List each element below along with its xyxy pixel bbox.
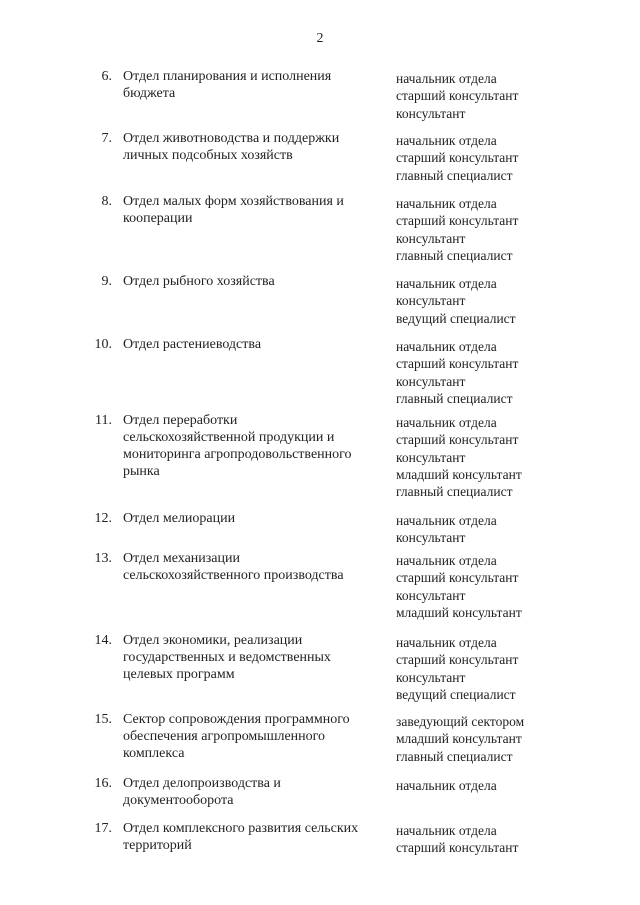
staff-position: главный специалист	[396, 167, 513, 183]
staff-position: начальник отдела	[396, 823, 497, 838]
department-name-line: Отдел малых форм хозяйствования и	[123, 194, 344, 209]
department-name-line: обеспечения агропромышленного	[123, 729, 326, 744]
staff-positions	[396, 414, 522, 500]
staff-positions	[396, 552, 522, 621]
department-name-line: кооперации	[123, 211, 193, 226]
department-name-line: целевых программ	[123, 667, 235, 682]
department-name-line: Отдел мелиорации	[123, 511, 236, 526]
department-name	[123, 412, 381, 480]
department-name-line: Отдел комплексного развития сельских	[123, 821, 359, 836]
entry-number: 14.	[94, 633, 112, 648]
page-number: 2	[316, 31, 324, 46]
staff-positions	[396, 512, 497, 547]
staff-position: консультант	[396, 230, 466, 246]
entry-number: 9.	[101, 274, 112, 289]
department-name	[123, 510, 381, 527]
staff-positions	[396, 822, 518, 857]
staff-position: главный специалист	[396, 390, 513, 406]
staff-position: начальник отдела	[396, 196, 497, 211]
department-name	[123, 550, 381, 584]
department-name-line: Отдел планирования и исполнения	[123, 69, 332, 84]
department-name-line: личных подсобных хозяйств	[123, 148, 293, 163]
staff-position: старший консультант	[396, 652, 519, 668]
department-name-line: государственных и ведомственных	[123, 650, 331, 665]
department-name	[123, 336, 381, 353]
staff-position: начальник отдела	[396, 513, 497, 528]
department-name-line: рынка	[123, 464, 160, 479]
entry-number: 12.	[94, 511, 112, 526]
department-name-line: бюджета	[123, 86, 176, 101]
department-name-line: комплекса	[123, 746, 185, 761]
entry-number: 6.	[101, 69, 112, 84]
staff-position: начальник отдела	[396, 553, 497, 568]
staff-position: старший консультант	[396, 570, 519, 586]
staff-position: начальник отдела	[396, 71, 497, 86]
staff-positions	[396, 195, 518, 264]
staff-positions	[396, 777, 497, 794]
staff-position: младший консультант	[396, 604, 522, 620]
entry-number: 8.	[101, 194, 112, 209]
staff-position: старший консультант	[396, 432, 519, 448]
staff-position: консультант	[396, 449, 466, 465]
staff-position: ведущий специалист	[396, 686, 516, 702]
entry-number: 17.	[94, 821, 112, 836]
department-name	[123, 130, 381, 164]
staff-position: консультант	[396, 105, 466, 121]
staff-position: начальник отдела	[396, 415, 497, 430]
department-name-line: сельскохозяйственной продукции и	[123, 430, 335, 445]
department-name	[123, 775, 381, 809]
staff-positions	[396, 338, 518, 407]
staff-position: консультант	[396, 669, 466, 685]
staff-position: начальник отдела	[396, 276, 497, 291]
staff-position: старший консультант	[396, 88, 519, 104]
department-name-line: Отдел механизации	[123, 551, 240, 566]
department-name	[123, 68, 381, 102]
staff-position: главный специалист	[396, 748, 513, 764]
staff-positions	[396, 634, 518, 703]
staff-position: старший консультант	[396, 356, 519, 372]
entry-number: 13.	[94, 551, 112, 566]
staff-position: младший консультант	[396, 731, 522, 747]
staff-position: начальник отдела	[396, 339, 497, 354]
staff-position: старший консультант	[396, 213, 519, 229]
staff-position: ведущий специалист	[396, 310, 516, 326]
department-name-line: Отдел делопроизводства и	[123, 776, 281, 791]
department-name	[123, 193, 381, 227]
staff-positions	[396, 713, 524, 765]
staff-position: консультант	[396, 293, 466, 309]
entry-number: 10.	[94, 337, 112, 352]
department-name-line: сельскохозяйственного производства	[123, 568, 344, 583]
department-name-line: Отдел переработки	[123, 413, 238, 428]
entry-number: 11.	[95, 413, 112, 428]
department-name	[123, 820, 381, 854]
staff-positions	[396, 275, 516, 327]
department-name-line: территорий	[123, 838, 192, 853]
department-name-line: мониторинга агропродовольственного	[123, 447, 352, 462]
department-name	[123, 711, 381, 762]
staff-position: заведующий сектором	[396, 714, 525, 729]
staff-position: старший консультант	[396, 150, 519, 166]
department-name-line: Отдел животноводства и поддержки	[123, 131, 340, 146]
entry-number: 7.	[101, 131, 112, 146]
staff-position: консультант	[396, 530, 466, 546]
staff-position: начальник отдела	[396, 635, 497, 650]
staff-position: главный специалист	[396, 484, 513, 500]
entry-number: 16.	[94, 776, 112, 791]
department-name	[123, 632, 381, 683]
department-name-line: Отдел растениеводства	[123, 337, 262, 352]
staff-position: младший консультант	[396, 466, 522, 482]
staff-position: начальник отдела	[396, 133, 497, 148]
department-name-line: Сектор сопровождения программного	[123, 712, 350, 727]
department-name-line: Отдел рыбного хозяйства	[123, 274, 275, 289]
staff-position: консультант	[396, 373, 466, 389]
entry-number: 15.	[94, 712, 112, 727]
staff-position: начальник отдела	[396, 778, 497, 793]
department-name-line: Отдел экономики, реализации	[123, 633, 303, 648]
staff-position: консультант	[396, 587, 466, 603]
department-name	[123, 273, 381, 290]
staff-position: главный специалист	[396, 247, 513, 263]
staff-position: старший консультант	[396, 840, 519, 856]
staff-positions	[396, 132, 518, 184]
staff-positions	[396, 70, 518, 122]
department-name-line: документооборота	[123, 793, 234, 808]
